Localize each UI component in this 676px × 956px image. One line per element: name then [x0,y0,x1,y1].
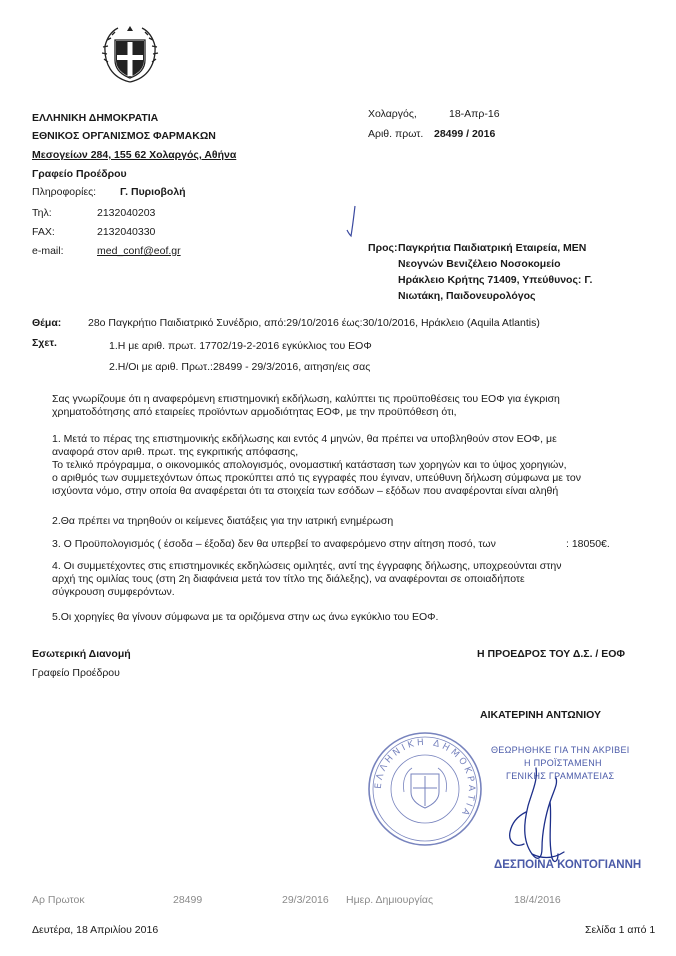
distribution-office: Γραφείο Προέδρου [32,667,120,679]
email-label: e-mail: [32,245,64,257]
handwritten-signature [498,762,578,872]
recipient-label: Προς: [368,242,398,254]
fax-label: FAX: [32,226,55,238]
footer-protocol-label: Αρ Πρωτοκ [32,894,85,906]
recipient-line: Παγκρήτια Παιδιατρική Εταιρεία, ΜΕΝ [398,242,587,254]
fax-value: 2132040330 [97,226,156,238]
certification-line: Η ΠΡΟΪΣΤΑΜΕΝΗ [524,758,602,768]
condition-2: 2.Θα πρέπει να τηρηθούν οι κείμενες διατάξεις για την ιατρική ενημέρωση [52,515,394,527]
organization-name: ΕΘΝΙΚΟΣ ΟΡΓΑΝΙΣΜΟΣ ΦΑΡΜΑΚΩΝ [32,130,216,142]
greek-coat-of-arms-icon [98,22,162,88]
country-name: ΕΛΛΗΝΙΚΗ ΔΗΜΟΚΡΑΤΙΑ [32,112,159,124]
info-value: Γ. Πυριοβολή [120,186,186,198]
certification-line: ΘΕΩΡΗΘΗΚΕ ΓΙΑ ΤΗΝ ΑΚΡΙΒΕΙ [491,745,630,755]
footer-created-label: Ημερ. Δημιουργίας [346,894,434,906]
email-link[interactable]: med_conf@eof.gr [97,245,181,257]
related-label: Σχετ. [32,337,57,349]
protocol-number: 28499 / 2016 [434,128,496,140]
certification-line: ΓΕΝΙΚΗΣ ΓΡΑΜΜΑΤΕΙΑΣ [506,771,615,781]
protocol-label: Αριθ. πρωτ. [368,128,424,140]
signatory-name: ΑΙΚΑΤΕΡΙΝΗ ΑΝΤΩΝΙΟΥ [480,709,602,721]
tel-value: 2132040203 [97,207,156,219]
check-mark-icon [345,204,359,240]
official-seal-icon [366,730,484,848]
related-item: 2.Η/Οι με αριθ. Πρωτ.:28499 - 29/3/2016, αιτηση/εις σας [109,361,371,373]
budget-amount: : 18050€. [566,538,610,550]
condition-1: 1. Μετά το πέρας της επιστημονικής εκδήλωσης και εντός 4 μηνών, θα πρέπει να υποβληθούν στον ΕΟΦ, με αναφορά στον αριθ. πρωτ. της εγκριτικής απόφασης, Το τελικό πρόγραμμα, ο οικονομικός απολογισμός, ονομαστική κατάσταση των χορηγών και το ύψος χορηγιών, ο αριθμός των συμμετεχόντων όπως προκύπτει από τις εγγραφές που έγιναν, υπεύθυνη δήλωση σύμφωνα με τον ισχύοντα νόμο, στην οποία θα αναφέρεται ότι τα στοιχεία των εσόδων – εξόδων που αναφέρονται είναι αληθή [52,433,581,497]
condition-5: 5.Οι χορηγίες θα γίνουν σύμφωνα με τα οριζόμενα στην ως άνω εγκύκλιο του ΕΟΦ. [52,611,439,623]
subject-text: 28ο Παγκρήτιο Παιδιατρικό Συνέδριο, από:29/10/2016 έως:30/10/2016, Ηράκλειο (Aquila Atlantis) [88,317,540,329]
condition-4: 4. Οι συμμετέχοντες στις επιστημονικές εκδηλώσεις ομιλητές, αντί της έγγραφης δήλωσης, υποχρεούνται στην αρχή της ομιλίας τους (στη 2η διαφάνεια μετά τον τίτλο της διάλεξης), να αναφέρονται σε οποιαδήποτε σύγκρουση συμφερόντων. [52,560,562,598]
certifier-name: ΔΕΣΠΟΙΝΑ ΚΟΝΤΟΓΙΑΝΝΗ [494,859,642,871]
subject-label: Θέμα: [32,317,62,329]
page-number: Σελίδα 1 από 1 [585,924,656,936]
condition-3: 3. Ο Προϋπολογισμός ( έσοδα – έξοδα) δεν θα υπερβεί το αναφερόμενο στην αίτηση ποσό, των [52,538,496,550]
recipient-line: Ηράκλειο Κρήτης 71409, Υπεύθυνος: Γ. [398,274,593,286]
place: Χολαργός, [368,108,417,120]
signatory-title: Η ΠΡΟΕΔΡΟΣ ΤΟΥ Δ.Σ. / ΕΟΦ [477,648,626,660]
footer-request-date: 29/3/2016 [282,894,329,906]
intro-paragraph: Σας γνωρίζουμε ότι η αναφερόμενη επιστημονική εκδήλωση, καλύπτει τις προϋποθέσεις του ΕΟΦ για έγκριση χρηματοδότησης από εταιρείες προϊόντων αρμοδιότητας ΕΟΦ, με την προϋπόθεση ότι, [52,393,560,418]
seal-text: ΕΛΛΗΝΙΚΗ ΔΗΜΟΚΡΑΤΙΑ [373,737,477,820]
distribution-label: Εσωτερική Διανομή [32,648,131,660]
related-item: 1.Η με αριθ. πρωτ. 17702/19-2-2016 εγκύκλιος του ΕΟΦ [109,340,372,352]
tel-label: Τηλ: [32,207,52,219]
footer-created-value: 18/4/2016 [514,894,561,906]
office-name: Γραφείο Προέδρου [32,168,127,180]
document-date: 18-Απρ-16 [449,108,500,120]
organization-address: Μεσογείων 284, 155 62 Χολαργός, Αθήνα [32,149,237,161]
print-date: Δευτέρα, 18 Απριλίου 2016 [32,924,159,936]
recipient-line: Νεογνών Βενιζέλειο Νοσοκομείο [398,258,561,270]
footer-protocol-value: 28499 [173,894,203,906]
recipient-line: Νιωτάκη, Παιδονευρολόγος [398,290,536,302]
info-label: Πληροφορίες: [32,186,97,198]
